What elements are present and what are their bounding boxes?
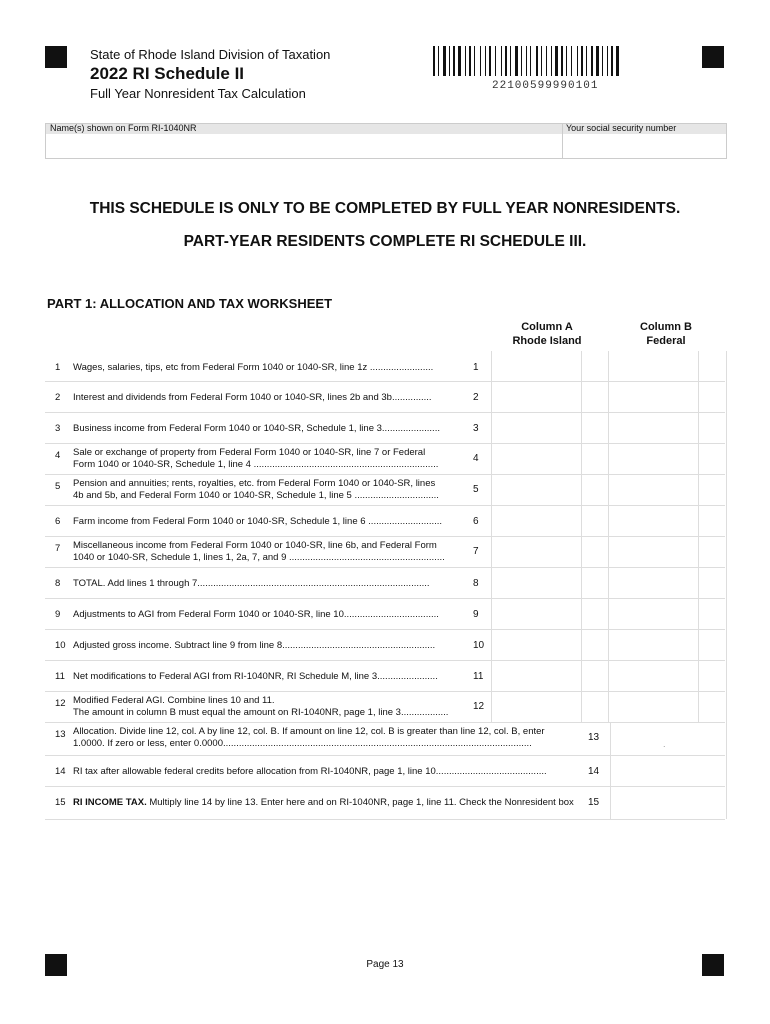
names-field[interactable] xyxy=(46,134,560,156)
column-b-dollars-field[interactable] xyxy=(608,567,699,598)
column-b-dollars-field[interactable] xyxy=(608,474,699,505)
line-description xyxy=(73,671,438,683)
column-b-dollars-field[interactable] xyxy=(608,443,699,474)
line-reference: 13 xyxy=(588,732,600,743)
notice-line-2: PART-YEAR RESIDENTS COMPLETE RI SCHEDULE III. xyxy=(183,233,587,250)
column-a-dollars-field[interactable] xyxy=(491,536,582,567)
column-b-dollars-field[interactable] xyxy=(608,629,699,660)
line-number: 14 xyxy=(55,766,66,777)
column-a-cents-field[interactable] xyxy=(581,412,609,443)
column-b-cents-field[interactable] xyxy=(698,505,727,536)
line-reference: 10 xyxy=(473,640,485,651)
ssn-field[interactable] xyxy=(563,134,724,156)
column-b-dollars-field[interactable] xyxy=(608,660,699,691)
column-b-header: Column B Federal xyxy=(640,321,692,347)
line-number: 15 xyxy=(55,797,66,808)
line-text: 1.0000. If zero or less, enter 0.0000..................................................................................................................... xyxy=(73,738,532,749)
column-b-cents-field[interactable] xyxy=(698,443,727,474)
column-b-dollars-field[interactable] xyxy=(608,505,699,536)
line-description xyxy=(73,766,547,778)
worksheet-line-11 xyxy=(45,660,725,692)
column-a-dollars-field[interactable] xyxy=(491,629,582,660)
form-subtitle: Full Year Nonresident Tax Calculation xyxy=(90,86,306,101)
column-b-cents-field[interactable] xyxy=(698,598,727,629)
line-description xyxy=(73,540,445,564)
registration-mark-top-left xyxy=(45,46,67,68)
column-a-dollars-field[interactable] xyxy=(491,443,582,474)
line-text: TOTAL. Add lines 1 through 7........................................................................................ xyxy=(73,578,430,589)
column-b-cents-field[interactable] xyxy=(698,351,727,381)
line-text: 4b and 5b, and Federal Form 1040 or 1040-SR, Schedule 1, line 5 ................................ xyxy=(73,490,439,501)
line-description xyxy=(73,609,439,621)
column-b-cents-field[interactable] xyxy=(698,474,727,505)
line-number: 7 xyxy=(55,543,61,554)
worksheet-line-3 xyxy=(45,412,725,444)
barcode-number: 22100599990101 xyxy=(492,80,599,92)
line-reference: 14 xyxy=(588,766,600,777)
decimal-point: . xyxy=(663,739,666,749)
column-a-cents-field[interactable] xyxy=(581,629,609,660)
line-reference: 8 xyxy=(473,578,479,589)
line-reference: 11 xyxy=(473,671,484,682)
column-a-cents-field[interactable] xyxy=(581,691,609,722)
column-a-cents-field[interactable] xyxy=(581,505,609,536)
line-text: Net modifications to Federal AGI from RI-1040NR, RI Schedule M, line 3....................... xyxy=(73,671,438,682)
amount-field-line-15[interactable] xyxy=(610,786,727,819)
line-text: RI tax after allowable federal credits before allocation from RI-1040NR, page 1, line 10.......................................... xyxy=(73,766,547,777)
column-a-cents-field[interactable] xyxy=(581,474,609,505)
column-a-cents-field[interactable] xyxy=(581,443,609,474)
registration-mark-top-right xyxy=(702,46,724,68)
worksheet-line-4 xyxy=(45,443,725,475)
line-text: The amount in column B must equal the amount on RI-1040NR, page 1, line 3.................. xyxy=(73,707,449,718)
amount-field-line-14[interactable] xyxy=(610,755,727,786)
names-label: Name(s) shown on Form RI-1040NR xyxy=(50,123,197,133)
line-text: Wages, salaries, tips, etc from Federal Form 1040 or 1040-SR, line 1z ........................ xyxy=(73,362,434,373)
worksheet-line-5 xyxy=(45,474,725,506)
line-reference: 5 xyxy=(473,484,479,495)
column-a-dollars-field[interactable] xyxy=(491,598,582,629)
line-text: Pension and annuities; rents, royalties, etc. from Federal Form 1040 or 1040-SR, lines xyxy=(73,478,436,489)
column-a-cents-field[interactable] xyxy=(581,660,609,691)
line-reference: 9 xyxy=(473,609,479,620)
line-reference: 12 xyxy=(473,701,485,712)
line-number: 11 xyxy=(55,671,65,682)
barcode xyxy=(433,46,661,76)
line-reference: 7 xyxy=(473,546,479,557)
column-a-dollars-field[interactable] xyxy=(491,351,582,381)
column-b-dollars-field[interactable] xyxy=(608,598,699,629)
column-b-dollars-field[interactable] xyxy=(608,412,699,443)
line-number: 5 xyxy=(55,481,61,492)
form-title: 2022 RI Schedule II xyxy=(90,64,245,83)
column-b-cents-field[interactable] xyxy=(698,691,727,722)
column-a-dollars-field[interactable] xyxy=(491,381,582,412)
line-description xyxy=(73,726,545,750)
column-a-header: Column A Rhode Island xyxy=(512,321,582,347)
column-b-cents-field[interactable] xyxy=(698,536,727,567)
page-number: Page 13 xyxy=(366,959,404,970)
column-b-cents-field[interactable] xyxy=(698,629,727,660)
line-description xyxy=(73,447,438,471)
line-number: 12 xyxy=(55,698,66,709)
line-number: 4 xyxy=(55,450,61,461)
line-text: Allocation. Divide line 12, col. A by line 12, col. B. If amount on line 12, col. B is greater than line 12, col. B, enter xyxy=(73,726,545,737)
worksheet-line-1 xyxy=(45,351,725,382)
worksheet-line-10 xyxy=(45,629,725,661)
worksheet-line-13 xyxy=(45,722,725,756)
line-text: Modified Federal AGI. Combine lines 10 and 11. xyxy=(73,695,275,706)
worksheet-line-14 xyxy=(45,755,725,787)
ssn-label: Your social security number xyxy=(566,123,677,133)
line-number: 8 xyxy=(55,578,61,589)
column-a-dollars-field[interactable] xyxy=(491,691,582,722)
line-number: 6 xyxy=(55,516,61,527)
worksheet-line-12 xyxy=(45,691,725,723)
line-description xyxy=(73,423,440,435)
column-a-cents-field[interactable] xyxy=(581,536,609,567)
worksheet-line-8 xyxy=(45,567,725,599)
line-reference: 2 xyxy=(473,392,479,403)
line-description xyxy=(73,478,439,502)
line-number: 3 xyxy=(55,423,61,434)
worksheet-line-9 xyxy=(45,598,725,630)
line-reference: 4 xyxy=(473,453,479,464)
line-text: Form 1040 or 1040-SR, Schedule 1, line 4 ...................................................................... xyxy=(73,459,439,470)
line-number: 9 xyxy=(55,609,61,620)
line-text: Miscellaneous income from Federal Form 1040 or 1040-SR, line 6b, and Federal Form xyxy=(73,540,437,551)
column-a-dollars-field[interactable] xyxy=(491,567,582,598)
line-description xyxy=(73,578,430,590)
line-description xyxy=(73,392,432,404)
column-a-dollars-field[interactable] xyxy=(491,474,582,505)
column-a-cents-field[interactable] xyxy=(581,567,609,598)
line-text: Adjusted gross income. Subtract line 9 from line 8.......................................................... xyxy=(73,640,436,651)
column-b-cents-field[interactable] xyxy=(698,660,727,691)
worksheet-line-15 xyxy=(45,786,725,820)
line-reference: 6 xyxy=(473,516,479,527)
line-text: Adjustments to AGI from Federal Form 1040 or 1040-SR, line 10.................................... xyxy=(73,609,439,620)
part1-title: PART 1: ALLOCATION AND TAX WORKSHEET xyxy=(47,296,333,311)
notice-line-1: THIS SCHEDULE IS ONLY TO BE COMPLETED BY FULL YEAR NONRESIDENTS. xyxy=(89,200,681,217)
line-reference: 15 xyxy=(588,797,600,808)
line-description xyxy=(73,516,442,528)
line-description xyxy=(73,797,574,809)
line-label-bold: RI INCOME TAX. xyxy=(73,797,147,808)
column-b-dollars-field[interactable] xyxy=(608,381,699,412)
line-number: 13 xyxy=(55,729,66,740)
column-a-dollars-field[interactable] xyxy=(491,505,582,536)
line-number: 10 xyxy=(55,640,66,651)
worksheet-line-7 xyxy=(45,536,725,568)
line-text: Farm income from Federal Form 1040 or 1040-SR, Schedule 1, line 6 ............................ xyxy=(73,516,443,527)
column-b-dollars-field[interactable] xyxy=(608,536,699,567)
column-b-cents-field[interactable] xyxy=(698,412,727,443)
line-description xyxy=(73,695,448,719)
line-description xyxy=(73,640,435,652)
line-text: Interest and dividends from Federal Form 1040 or 1040-SR, lines 2b and 3b............... xyxy=(73,392,432,403)
column-b-dollars-field[interactable] xyxy=(608,691,699,722)
column-b-cents-field[interactable] xyxy=(698,567,727,598)
column-a-cents-field[interactable] xyxy=(581,351,609,381)
line-text: Business income from Federal Form 1040 or 1040-SR, Schedule 1, line 3...................... xyxy=(73,423,440,434)
allocation-ratio-field[interactable] xyxy=(610,722,727,755)
line-reference: 1 xyxy=(473,362,479,373)
worksheet-line-6 xyxy=(45,505,725,537)
column-a-cents-field[interactable] xyxy=(581,381,609,412)
column-a-dollars-field[interactable] xyxy=(491,660,582,691)
line-number: 2 xyxy=(55,392,61,403)
line-reference: 3 xyxy=(473,423,479,434)
column-b-dollars-field[interactable] xyxy=(608,351,699,381)
line-text: Multiply line 14 by line 13. Enter here and on RI-1040NR, page 1, line 11. Check the Nonresident box xyxy=(146,797,574,808)
line-number: 1 xyxy=(55,362,61,373)
line-description xyxy=(73,362,433,374)
column-a-dollars-field[interactable] xyxy=(491,412,582,443)
line-text: Sale or exchange of property from Federal Form 1040 or 1040-SR, line 7 or Federal xyxy=(73,447,426,458)
column-b-cents-field[interactable] xyxy=(698,381,727,412)
agency-name: State of Rhode Island Division of Taxation xyxy=(90,47,331,62)
worksheet-line-2 xyxy=(45,381,725,413)
column-a-cents-field[interactable] xyxy=(581,598,609,629)
line-text: 1040 or 1040-SR, Schedule 1, lines 1, 2a, 7, and 9 ........................................................... xyxy=(73,552,445,563)
